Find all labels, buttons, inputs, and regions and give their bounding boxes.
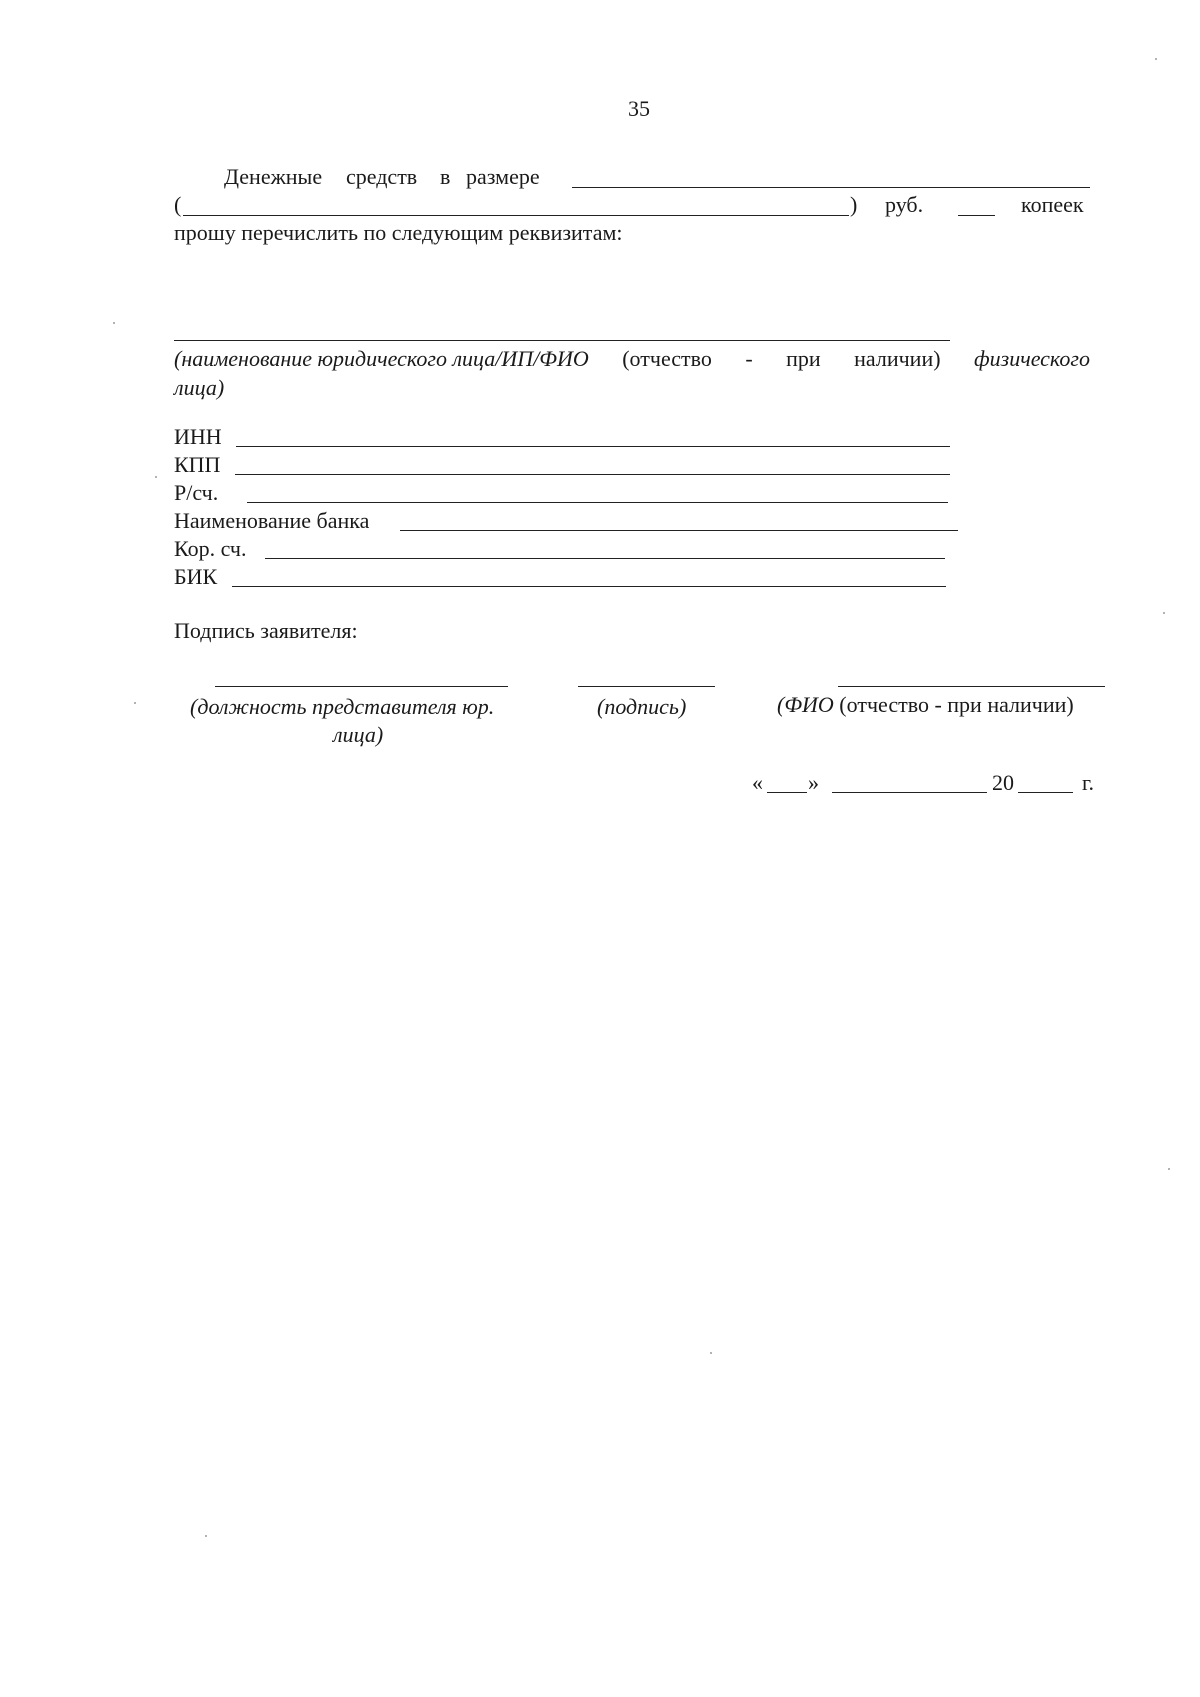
transfer-request-text: прошу перечислить по следующим реквизитам: bbox=[174, 220, 623, 245]
kopecks-blank[interactable] bbox=[958, 215, 995, 216]
corr-account-blank[interactable] bbox=[265, 558, 945, 559]
scan-speck bbox=[710, 1352, 712, 1354]
scan-speck bbox=[155, 476, 157, 478]
month-blank[interactable] bbox=[832, 792, 987, 793]
day-blank[interactable] bbox=[767, 792, 807, 793]
date-open-quote: « bbox=[752, 770, 763, 795]
position-blank[interactable] bbox=[215, 686, 508, 687]
caption-part: при bbox=[786, 346, 821, 371]
amount-words-blank[interactable] bbox=[183, 215, 849, 216]
corr-account-label: Кор. сч. bbox=[174, 536, 247, 561]
recipient-caption-line1 bbox=[174, 346, 1090, 372]
fio-blank[interactable] bbox=[838, 686, 1105, 687]
signature-blank[interactable] bbox=[578, 686, 715, 687]
inn-blank[interactable] bbox=[236, 446, 950, 447]
open-paren: ( bbox=[174, 192, 182, 217]
caption-part: - bbox=[745, 346, 753, 371]
bank-name-label: Наименование банка bbox=[174, 508, 370, 533]
page-number: 35 bbox=[628, 96, 650, 121]
amount-word: размере bbox=[466, 164, 540, 189]
kpp-blank[interactable] bbox=[235, 474, 950, 475]
year-blank[interactable] bbox=[1018, 792, 1073, 793]
fio-caption-rest: (отчество - при наличии) bbox=[839, 692, 1074, 717]
recipient-caption-line2: лица) bbox=[174, 375, 225, 400]
bank-name-blank[interactable] bbox=[400, 530, 958, 531]
close-paren: ) bbox=[850, 192, 858, 217]
amount-digits-blank[interactable] bbox=[572, 187, 1090, 188]
scan-speck bbox=[1163, 612, 1165, 614]
caption-part: наличии) bbox=[854, 346, 941, 371]
amount-word: Денежные bbox=[224, 164, 323, 189]
scan-speck bbox=[1168, 1168, 1170, 1170]
bik-blank[interactable] bbox=[232, 586, 946, 587]
rub-label: руб. bbox=[885, 192, 924, 217]
date-close-quote: » bbox=[808, 770, 819, 795]
inn-label: ИНН bbox=[174, 424, 222, 449]
signature-caption: (подпись) bbox=[597, 694, 687, 719]
fio-caption-italic: (ФИО bbox=[777, 692, 834, 717]
caption-part: физического bbox=[974, 346, 1090, 371]
amount-word: в bbox=[440, 164, 451, 189]
year-prefix: 20 bbox=[992, 770, 1014, 795]
caption-part: (наименование юридического лица/ИП/ФИО bbox=[174, 346, 589, 371]
position-caption-cont: лица) bbox=[333, 722, 384, 747]
recipient-name-blank[interactable] bbox=[174, 340, 950, 341]
kopecks-label: копеек bbox=[1021, 192, 1084, 217]
caption-part: (отчество bbox=[622, 346, 712, 371]
scan-speck bbox=[134, 702, 136, 704]
kpp-label: КПП bbox=[174, 452, 221, 477]
signature-label: Подпись заявителя: bbox=[174, 618, 358, 643]
scan-speck bbox=[1155, 58, 1157, 60]
amount-word: средств bbox=[346, 164, 418, 189]
bik-label: БИК bbox=[174, 564, 218, 589]
scan-speck bbox=[205, 1535, 207, 1537]
year-suffix: г. bbox=[1082, 770, 1095, 795]
account-label: Р/сч. bbox=[174, 480, 219, 505]
fio-caption bbox=[777, 692, 1074, 718]
position-caption: (должность представителя юр. bbox=[190, 694, 495, 719]
scan-speck bbox=[113, 322, 115, 324]
account-blank[interactable] bbox=[247, 502, 948, 503]
